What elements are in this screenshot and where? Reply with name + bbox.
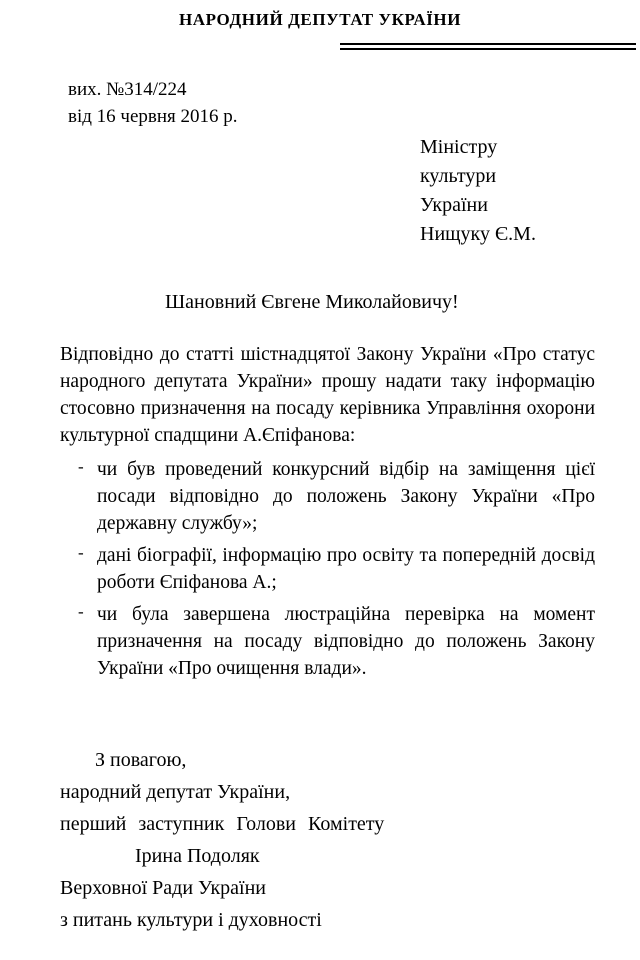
header-double-rule <box>340 43 636 50</box>
closing-position-line: з питань культури і духовності <box>60 909 322 931</box>
signer-name: Ірина Подоляк <box>135 845 260 867</box>
addressee-line: культури <box>420 165 497 187</box>
addressee-block <box>420 133 640 249</box>
closing-regards: З повагою, <box>95 749 187 771</box>
list-item <box>60 456 595 537</box>
outgoing-number: вих. №314/224 <box>68 79 187 100</box>
list-item-text: дані біографії, інформацію про освіту та попередній досвід роботи Єпіфанова А.; <box>97 545 595 593</box>
list-item <box>60 542 595 596</box>
salutation: Шановний Євгене Миколайовичу! <box>165 291 459 313</box>
addressee-line: Міністру <box>420 136 498 158</box>
reference-block <box>68 76 640 130</box>
dash-marker: - <box>78 457 84 476</box>
closing-position-line: перший заступник Голови Комітету <box>60 813 385 835</box>
list-item <box>60 601 595 682</box>
addressee-line: Нищуку Є.М. <box>420 223 536 245</box>
dash-marker: - <box>78 543 84 562</box>
body-paragraph: Відповідно до статті шістнадцятої Закону України «Про статус народного депутата України» прошу надати таку інформацію стосовно призначення на посаду керівника Управління охорони культурної спадщини А.Єпіфанова: <box>60 344 595 446</box>
closing-position-line: Верховної Ради України <box>60 877 266 899</box>
request-list <box>60 456 595 682</box>
list-item-text: чи була завершена люстраційна перевірка на момент призначення на посаду відповідно до положень Закону України «Про очищення влади». <box>97 604 595 679</box>
list-item-text: чи був проведений конкурсний відбір на заміщення цієї посади відповідно до положень Закону України «Про державну службу»; <box>97 459 595 534</box>
closing-position-line: народний депутат України, <box>60 781 291 803</box>
letter-date: від 16 червня 2016 р. <box>68 106 238 127</box>
dash-marker: - <box>78 602 84 621</box>
addressee-line: України <box>420 194 488 216</box>
closing-block <box>60 744 640 936</box>
document-title: НАРОДНИЙ ДЕПУТАТ УКРАЇНИ <box>178 10 462 29</box>
